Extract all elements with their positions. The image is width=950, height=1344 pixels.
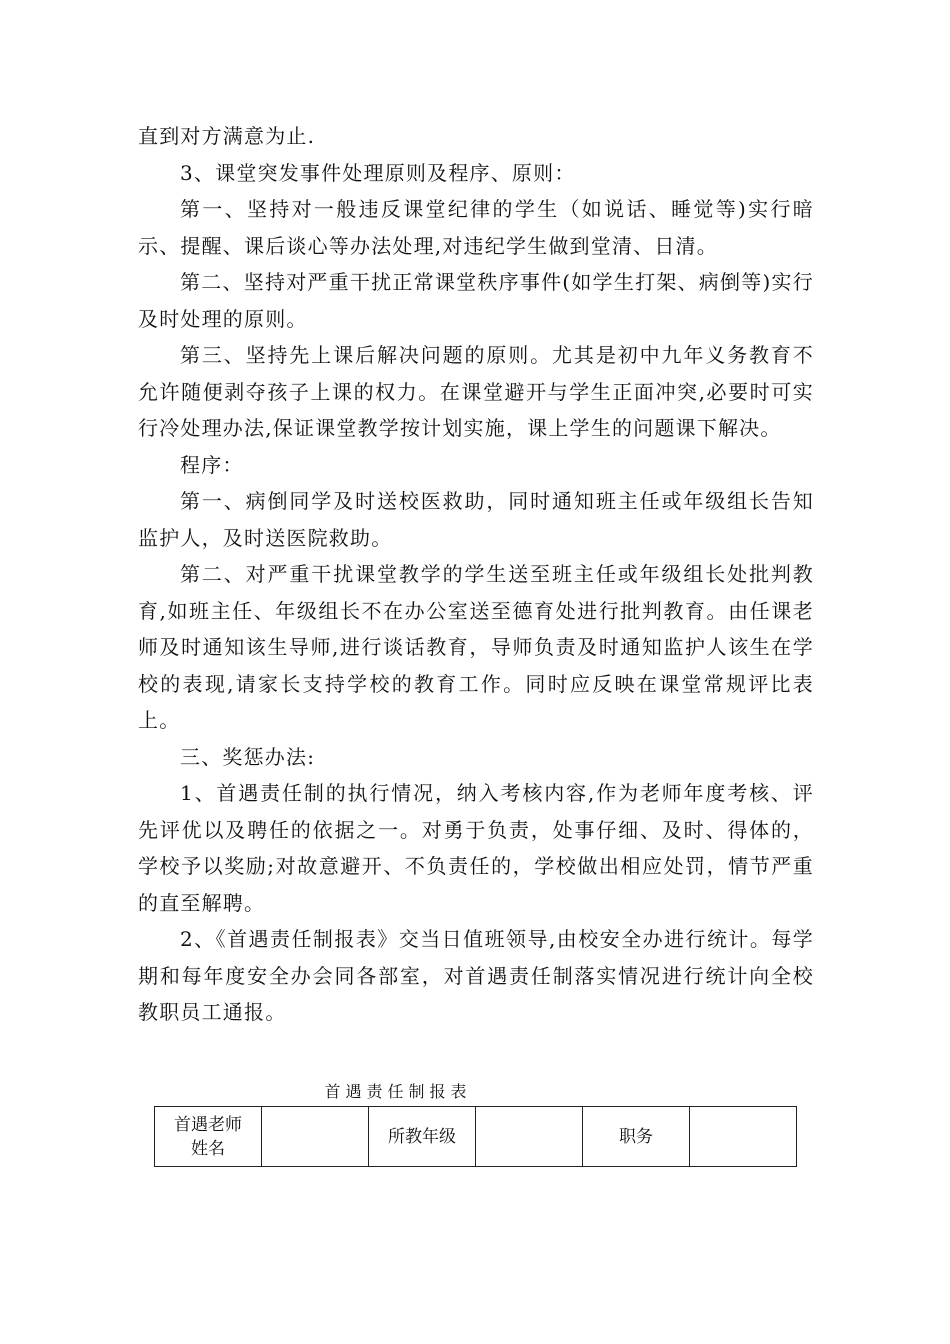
paragraph-3: 第二、坚持对严重干扰正常课堂秩序事件(如学生打架、病倒等)实行及时处理的原则。 [138,270,814,331]
paragraph-1: 3、课堂突发事件处理原则及程序、原则： [180,160,576,185]
body-text [138,118,814,1031]
paragraph-5: 程序： [180,452,244,477]
name-value-cell[interactable] [262,1107,369,1167]
name-label-line1: 首遇老师 [174,1114,242,1135]
grade-label-cell: 所教年级 [369,1107,476,1167]
grade-value-cell[interactable] [476,1107,583,1167]
paragraph-7: 第二、对严重干扰课堂教学的学生送至班主任或年级组长处批判教育,如班主任、年级组长不在办公室送至德育处进行批判教育。由任课老师及时通知该生导师,进行谈话教育，导师负责及时通知监护人该生在学校的表现,请家长支持学校的教育工作。同时应反映在课堂常规评比表上。 [138,562,814,732]
position-value-cell[interactable] [690,1107,797,1167]
table-row [155,1107,797,1167]
name-label-cell [155,1107,262,1167]
position-label-cell: 职务 [583,1107,690,1167]
table-title: 首遇责任制报表 [324,1082,472,1101]
paragraph-2: 第一、坚持对一般违反课堂纪律的学生（如说话、睡觉等)实行暗示、提醒、课后谈心等办法处理,对违纪学生做到堂清、日清。 [138,197,814,258]
paragraph-0: 直到对方满意为止. [138,124,316,148]
paragraph-6: 第一、病倒同学及时送校医救助，同时通知班主任或年级组长告知监护人，及时送医院救助。 [138,489,814,550]
report-table [154,1106,797,1167]
paragraph-10: 2、《首遇责任制报表》交当日值班领导,由校安全办进行统计。每学期和每年度安全办会同各部室，对首遇责任制落实情况进行统计向全校教职员工通报。 [138,927,814,1024]
name-label-line2: 姓名 [191,1138,225,1159]
paragraph-9: 1、首遇责任制的执行情况，纳入考核内容,作为老师年度考核、评先评优以及聘任的依据之一。对勇于负责，处事仔细、及时、得体的，学校予以奖励;对故意避开、不负责任的，学校做出相应处罚，情节严重的直至解聘。 [138,781,814,915]
paragraph-4: 第三、坚持先上课后解决问题的原则。尤其是初中九年义务教育不允许随便剥夺孩子上课的权力。在课堂避开与学生正面冲突,必要时可实行冷处理办法,保证课堂教学按计划实施，课上学生的问题课下解决。 [138,343,814,440]
paragraph-8: 三、奖惩办法: [180,744,316,769]
